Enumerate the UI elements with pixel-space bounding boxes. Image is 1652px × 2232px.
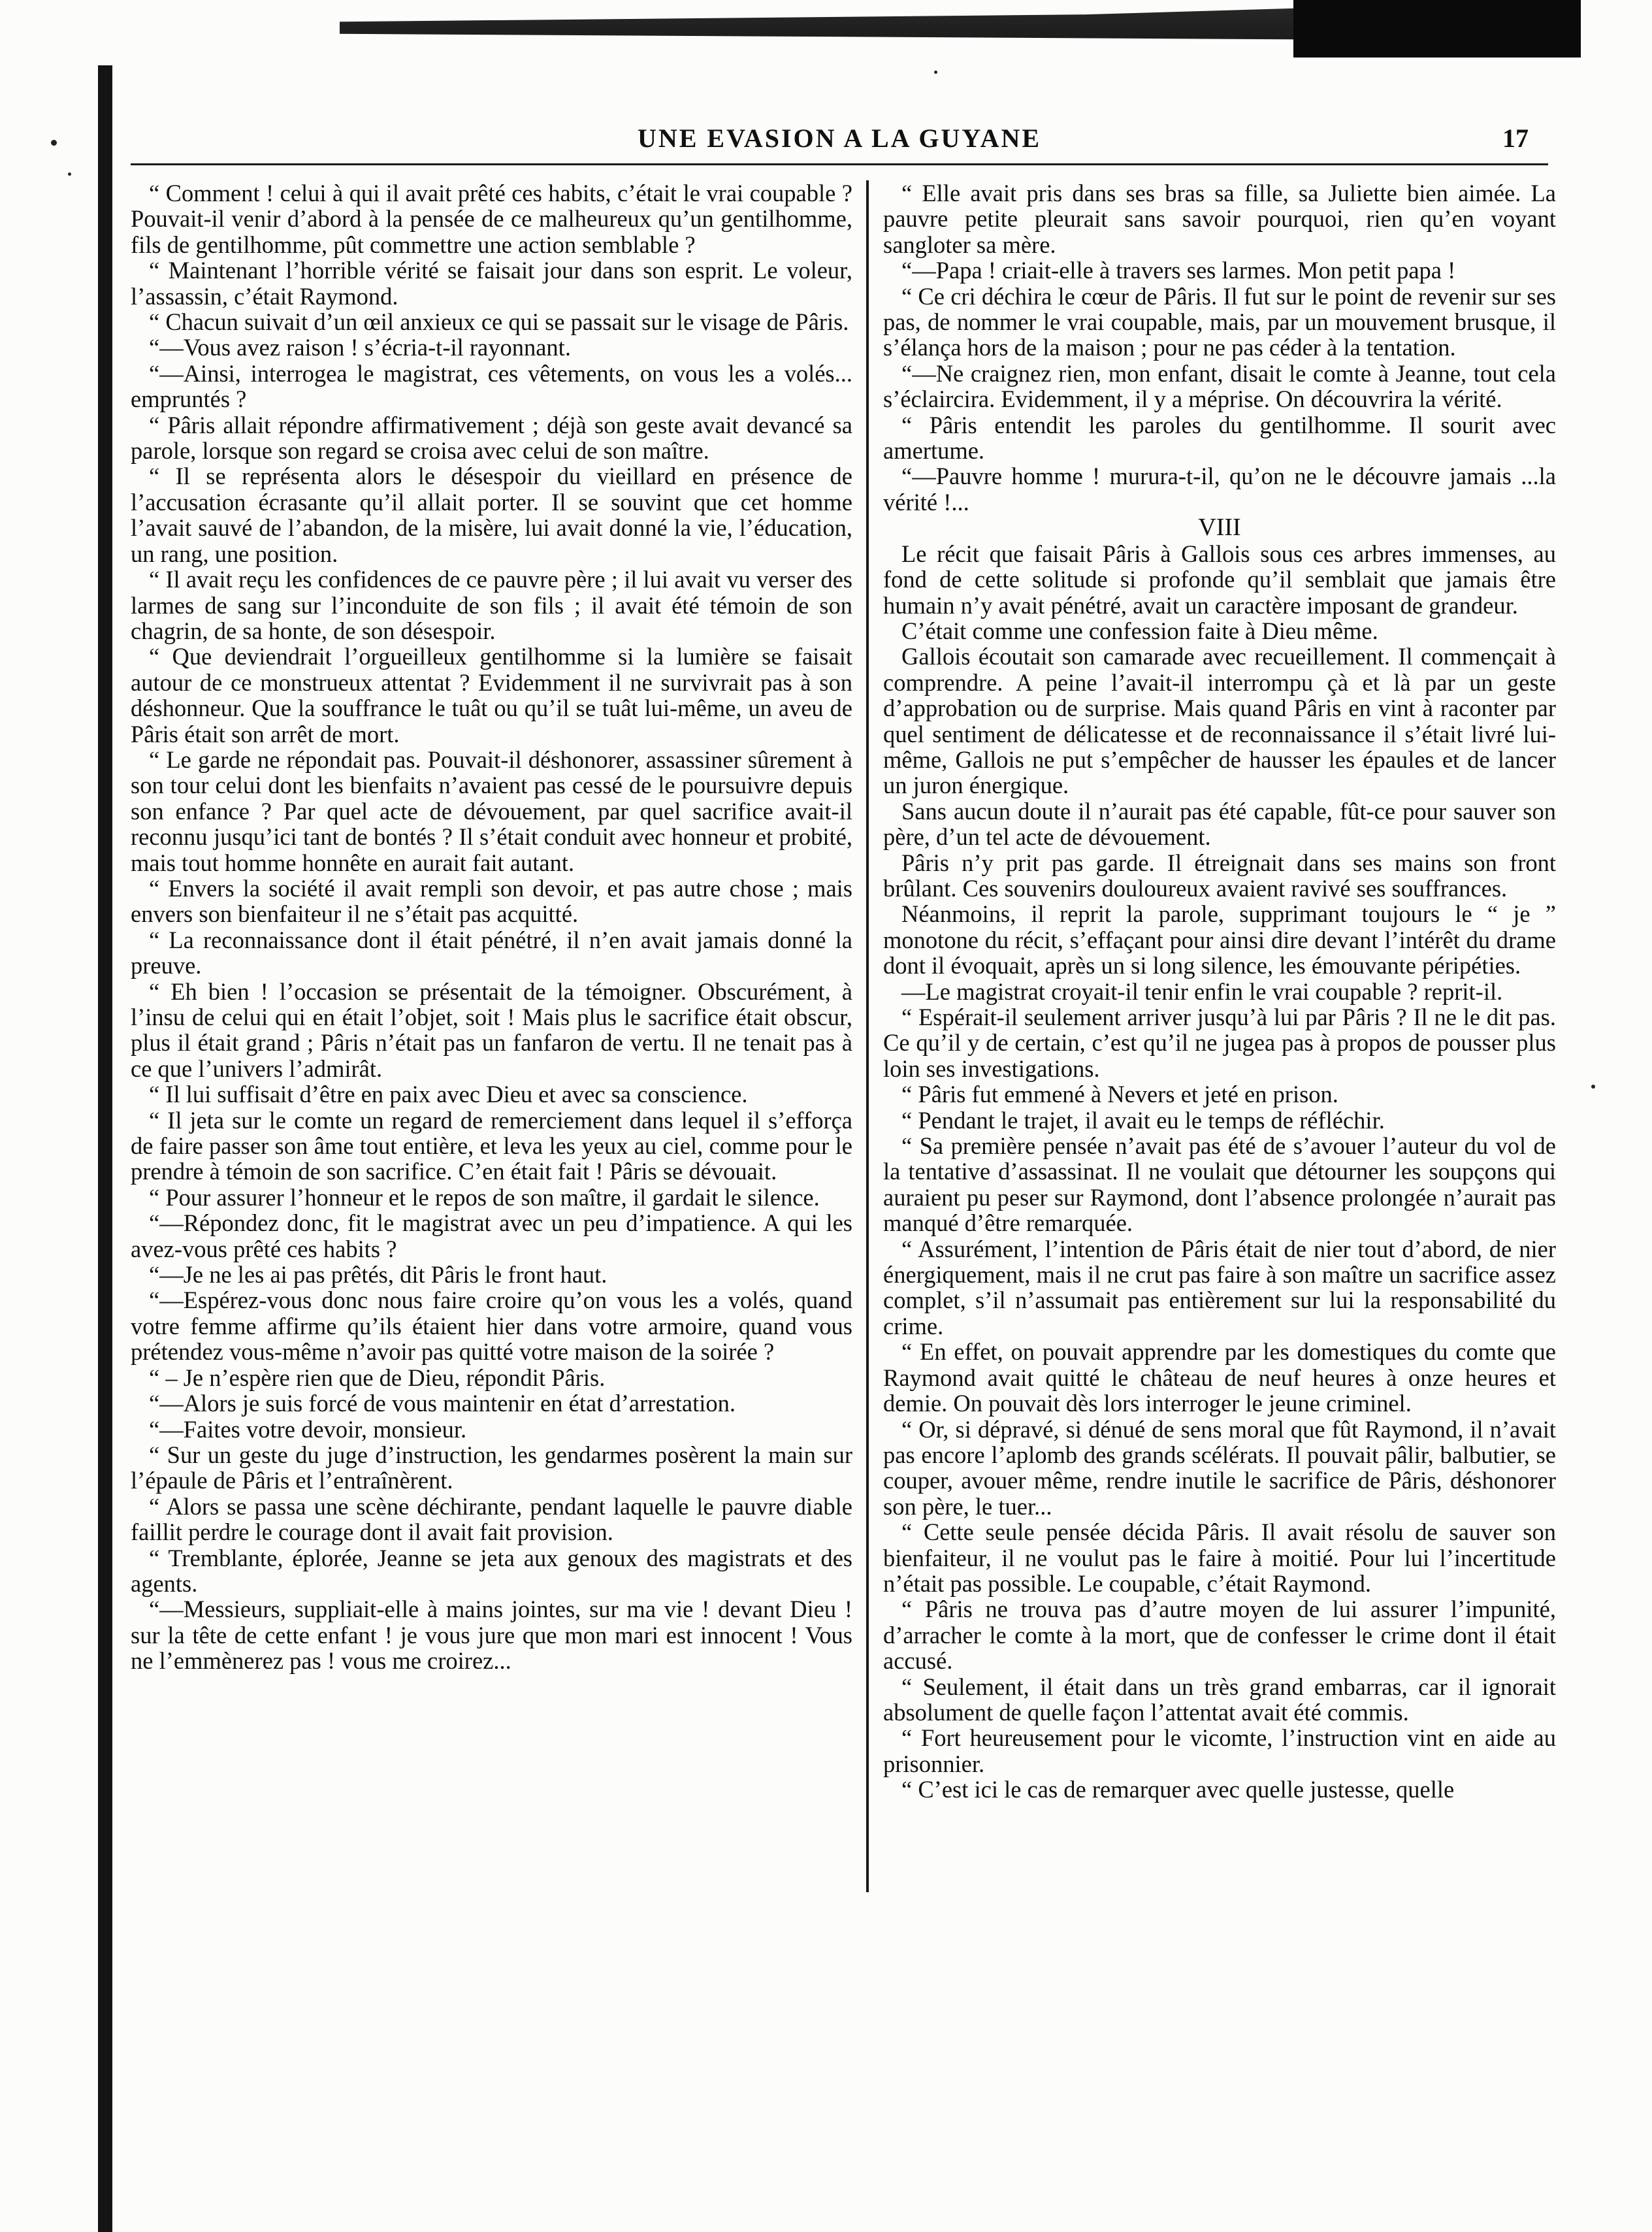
paragraph: “—Papa ! criait-elle à travers ses larmes. Mon petit papa ! — [901, 257, 1456, 284]
paragraph: “ Assurément, l’intention de Pâris était de nier tout d’abord, de nier énergiquement, mais il ne crut pas faire à son maître un sacrifice assez complet, s’il n’assumait pas entièrement sur lui la responsabilité du crime. — [883, 1235, 1556, 1339]
column-divider — [866, 180, 869, 1892]
paragraph: “ Pâris ne trouva pas d’autre moyen de lui assurer l’impunité, d’arracher le comte à la mort, que de confesser le crime dont il était accusé. — [883, 1596, 1556, 1675]
paragraph: “ Seulement, il était dans un très grand embarras, car il ignorait absolument de quelle façon l’attentat avait été commis. — [883, 1673, 1556, 1726]
paragraph: “ – Je n’espère rien que de Dieu, répondit Pâris. — [149, 1364, 606, 1391]
paragraph: “ Espérait-il seulement arriver jusqu’à lui par Pâris ? Il ne le dit pas. Ce qu’il y de certain, c’est qu’il ne jugea pas à propos de pousser plus loin ses investigations. — [883, 1004, 1556, 1082]
paragraph: “—Répondez donc, fit le magistrat avec un peu d’impatience. A qui les avez-vous prêté ces habits ? — [131, 1209, 852, 1262]
paragraph: Sans aucun doute il n’aurait pas été capable, fût-ce pour sauver son père, d’un tel acte de dévouement. — [883, 797, 1556, 851]
scan-speck — [68, 172, 71, 176]
paragraph: “ Sur un geste du juge d’instruction, les gendarmes posèrent la main sur l’épaule de Pâris et l’entraînèrent. — [131, 1441, 852, 1494]
paragraph: “ Cette seule pensée décida Pâris. Il avait résolu de sauver son bienfaiteur, il ne voulut pas le faire à moitié. Pour lui l’incertitude n’était pas possible. Le coupable, c’était Raymond. — [883, 1518, 1556, 1597]
paragraph: “ Que deviendrait l’orgueilleux gentilhomme si la lumière se faisait autour de ce monstrueux attentat ? Evidemment il ne survivrait pas à son déshonneur. Que la souffrance le tuât ou qu’il se tuât lui-même, un aveu de Pâris était son arrêt de mort. — [131, 643, 852, 747]
paragraph: “ Eh bien ! l’occasion se présentait de la témoigner. Obscurément, à l’insu de celui qui en était l’objet, soit ! Mais plus le sacrifice était obscur, plus il était grand ; Pâris n’était pas un fanfaron de vertu. Il ne tenait pas à ce que l’univers l’admirât. — [131, 977, 852, 1082]
paragraph: “ Elle avait pris dans ses bras sa fille, sa Juliette bien aimée. La pauvre petite pleurait sans savoir pourquoi, rien qu’en voyant sangloter sa mère. — [883, 180, 1556, 258]
page-header — [131, 123, 1548, 162]
right-column-narrative-block — [883, 541, 1556, 1803]
paragraph: “ Il lui suffisait d’être en paix avec Dieu et avec sa conscience. — [149, 1081, 748, 1108]
page-number: 17 — [1502, 123, 1529, 153]
paragraph: C’était comme une confession faite à Dieu même. — [901, 617, 1378, 644]
scan-edge-dark-corner — [1293, 0, 1581, 57]
paragraph: “—Espérez-vous donc nous faire croire qu’on vous les a volés, quand votre femme affirme qu’ils étaient hier dans votre armoire, quand vous prétendez vous-même n’avoir pas quitté votre maison de la soirée ? — [131, 1287, 852, 1366]
paragraph: “ C’est ici le cas de remarquer avec quelle justesse, quelle — [901, 1776, 1455, 1803]
binding-edge-rule — [98, 65, 112, 2232]
right-column-dialogue-block — [883, 180, 1556, 515]
paragraph: “ Fort heureusement pour le vicomte, l’instruction vint en aide au prisonnier. — [883, 1724, 1556, 1777]
paragraph: “ Alors se passa une scène déchirante, pendant laquelle le pauvre diable faillit perdre le courage dont il avait fait provision. — [131, 1492, 852, 1546]
paragraph: Le récit que faisait Pâris à Gallois sous ces arbres immenses, au fond de cette solitude si profonde qu’il semblait que jamais être humain n’y avait pénétré, avait un caractère imposant de grandeur. — [883, 540, 1556, 619]
paragraph: “ Tremblante, éplorée, Jeanne se jeta aux genoux des magistrats et des agents. — [131, 1544, 852, 1597]
paragraph: “ Pâris entendit les paroles du gentilhomme. Il sourit avec amertume. — [883, 411, 1556, 465]
paragraph: “—Vous avez raison ! s’écria-t-il rayonnant. — [149, 334, 571, 361]
paragraph: “ Il avait reçu les confidences de ce pauvre père ; il lui avait vu verser des larmes de sang sur l’inconduite de son fils ; il avait été témoin de son chagrin, de sa honte, de son désespoir. — [131, 566, 852, 644]
paragraph: “—Pauvre homme ! murura-t-il, qu’on ne le découvre jamais ...la vérité !... — [883, 463, 1556, 516]
paragraph: “ Pâris fut emmené à Nevers et jeté en prison. — [901, 1081, 1338, 1108]
paragraph: “—Messieurs, suppliait-elle à mains jointes, sur ma vie ! devant Dieu ! sur la tête de cette enfant ! je vous jure que mon mari est innocent ! Vous ne l’emmènerez pas ! vous me croirez... — [131, 1596, 852, 1675]
paragraph: “ Il se représenta alors le désespoir du vieillard en présence de l’accusation écrasante qu’il allait porter. Il se souvint que cet homme l’avait sauvé de l’abandon, de la misère, lui avait donné la vie, l’éducation, un rang, une position. — [131, 463, 852, 567]
paragraph: “—Alors je suis forcé de vous maintenir en état d’arrestation. — [149, 1390, 736, 1417]
scan-speck — [1591, 1085, 1595, 1089]
paragraph: “ Ce cri déchira le cœur de Pâris. Il fut sur le point de revenir sur ses pas, de nommer le vrai coupable, mais, par un mouvement brusque, il s’élança hors de la maison ; pour ne pas céder à la tentation. — [883, 282, 1556, 361]
right-text-column — [883, 180, 1556, 1905]
paragraph: “—Faites votre devoir, monsieur. — [149, 1415, 467, 1443]
scan-speck — [51, 140, 57, 146]
paragraph: “—Je ne les ai pas prêtés, dit Pâris le front haut. — [149, 1261, 607, 1288]
scan-speck — [934, 71, 937, 74]
section-heading: VIII — [1198, 514, 1241, 542]
paragraph: “ Sa première pensée n’avait pas été de s’avouer l’auteur du vol de la tentative d’assassinat. Il ne voulait que détourner les soupçons qui auraient pu peser sur Raymond, dont l’absence prolongée n’aurait pas manqué d’être remarquée. — [883, 1132, 1556, 1237]
paragraph: “ Or, si dépravé, si dénué de sens moral que fût Raymond, il n’avait pas encore l’aplomb des grands scélérats. Il pouvait pâlir, balbutier, se couper, avouer même, rendre inutile le sacrifice de Pâris, déshonorer son père, le tuer... — [883, 1415, 1556, 1520]
paragraph: “ Pâris allait répondre affirmativement ; déjà son geste avait devancé sa parole, lorsque son regard se croisa avec celui de son maître. — [131, 411, 852, 465]
paragraph: “ Pour assurer l’honneur et le repos de son maître, il gardait le silence. — [149, 1183, 820, 1211]
paragraph: “ Maintenant l’horrible vérité se faisait jour dans son esprit. Le voleur, l’assassin, c’était Raymond. — [131, 257, 852, 310]
paragraph: “—Ne craignez rien, mon enfant, disait le comte à Jeanne, tout cela s’éclaircira. Evidemment, il y a méprise. On découvrira la vérité. — [883, 359, 1556, 413]
paragraph: “ Chacun suivait d’un œil anxieux ce qui se passait sur le visage de Pâris. — [149, 308, 849, 336]
running-title: UNE EVASION A LA GUYANE — [637, 123, 1042, 153]
paragraph: “—Ainsi, interrogea le magistrat, ces vêtements, on vous les a volés... empruntés ? — [131, 359, 852, 413]
paragraph: “ Pendant le trajet, il avait eu le temps de réfléchir. — [901, 1106, 1385, 1134]
paragraph: “ En effet, on pouvait apprendre par les domestiques du comte que Raymond avait quitté le château de neuf heures à onze heures et demie. On pouvait dès lors interroger le jeune criminel. — [883, 1338, 1556, 1417]
paragraph: “ Comment ! celui à qui il avait prêté ces habits, c’était le vrai coupable ? Pouvait-il venir d’abord à la pensée de ce malheureux qu’un gentilhomme, fils de gentilhomme, pût commettre une action semblable ? — [131, 180, 852, 258]
header-rule — [131, 163, 1548, 165]
paragraph: “ Envers la société il avait rempli son devoir, et pas autre chose ; mais envers son bienfaiteur il ne s’était pas acquitté. — [131, 874, 852, 928]
paragraph: Gallois écoutait son camarade avec recueillement. Il commençait à comprendre. A peine l’avait-il interrompu çà et là par un geste d’approbation ou de surprise. Mais quand Pâris en vint à raconter par quel sentiment de délicatesse et de reconnaissance il s’était livré lui-même, Gallois ne put s’empêcher de hausser les épaules et de lancer un juron énergique. — [883, 643, 1556, 799]
paragraph: Néanmoins, il reprit la parole, supprimant toujours le “ je ” monotone du récit, s’effaçant pour ainsi dire devant l’intérêt du drame dont il évoquait, après un si long silence, les émouvante péripéties. — [883, 900, 1556, 979]
paragraph: “ Il jeta sur le comte un regard de remerciement dans lequel il s’efforça de faire passer son âme tout entière, et leva les yeux au ciel, comme pour le prendre à témoin de son sacrifice. C’en était fait ! Pâris se dévouait. — [131, 1106, 852, 1185]
paragraph: “ Le garde ne répondait pas. Pouvait-il déshonorer, assassiner sûrement à son tour celui dont les bienfaits n’avaient pas cessé de le poursuivre depuis son enfance ? Par quel acte de dévouement, par quel sacrifice avait-il reconnu jusqu’ici tant de bontés ? Il s’était conduit avec honneur et probité, mais tout homme honnête en aurait fait autant. — [131, 746, 852, 876]
left-text-column — [131, 180, 852, 1905]
paragraph: Pâris n’y prit pas garde. Il étreignait dans ses mains son front brûlant. Ces souvenirs douloureux avaient ravivé ses souffrances. — [883, 849, 1556, 902]
paragraph: “ La reconnaissance dont il était pénétré, il n’en avait jamais donné la preuve. — [131, 926, 852, 979]
paragraph: —Le magistrat croyait-il tenir enfin le vrai coupable ? reprit-il. — [901, 977, 1503, 1005]
